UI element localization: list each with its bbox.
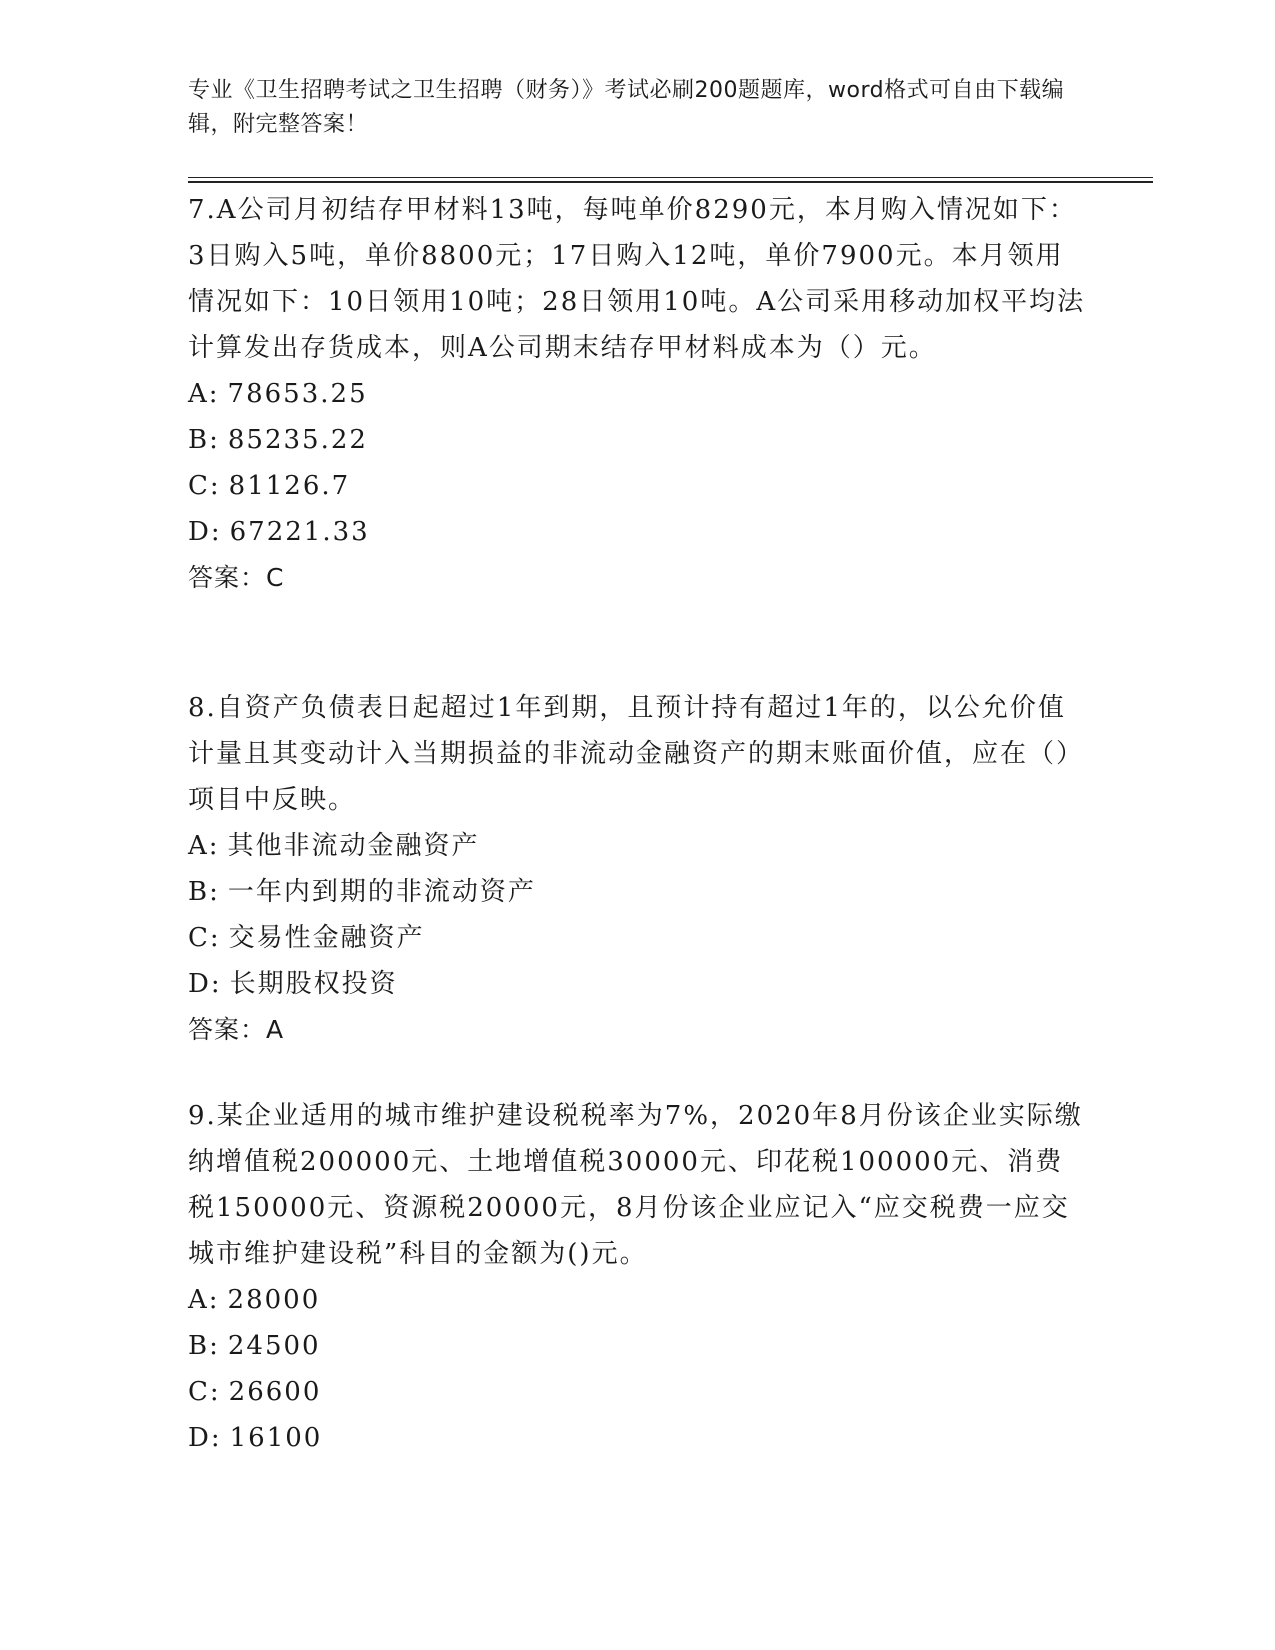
question-7 (188, 187, 1088, 601)
option-value: 16100 (229, 1423, 323, 1453)
option-letter: C: (188, 923, 221, 953)
option-c (188, 915, 1088, 961)
option-letter: B: (188, 877, 220, 907)
answer-line: 答案：A (188, 1015, 285, 1044)
option-letter: C: (188, 1377, 221, 1407)
option-letter: D: (188, 517, 222, 547)
question-stem: 7.A公司月初结存甲材料13吨，每吨单价8290元，本月购入情况如下：3日购入5吨，单价8800元；17日购入12吨，单价7900元。本月领用情况如下：10日领用10吨；28日领用10吨。A公司采用移动加权平均法计算发出存货成本，则A公司期末结存甲材料成本为（）元。 (188, 195, 1086, 363)
option-value: 24500 (227, 1331, 321, 1361)
option-value: 85235.22 (227, 425, 368, 455)
option-letter: B: (188, 1331, 220, 1361)
question-9 (188, 1093, 1088, 1461)
answer-line: 答案：C (188, 563, 285, 592)
header-divider-thin (188, 177, 1153, 178)
option-letter: A: (188, 379, 220, 409)
option-value: 67221.33 (229, 517, 370, 547)
option-value: 26600 (228, 1377, 322, 1407)
option-b (188, 417, 1088, 463)
option-b (188, 1323, 1088, 1369)
option-letter: D: (188, 1423, 222, 1453)
option-letter: A: (188, 831, 220, 861)
question-stem: 9.某企业适用的城市维护建设税税率为7%，2020年8月份该企业实际缴纳增值税200000元、土地增值税30000元、印花税100000元、消费税150000元、资源税20000元，8月份该企业应记入“应交税费一应交城市维护建设税”科目的金额为()元。 (188, 1101, 1083, 1269)
option-a (188, 1277, 1088, 1323)
option-b (188, 869, 1088, 915)
option-value: 长期股权投资 (229, 969, 398, 999)
document-header: 专业《卫生招聘考试之卫生招聘（财务）》考试必刷200题题库，word格式可自由下载编辑，附完整答案！ (188, 78, 1065, 137)
option-c (188, 1369, 1088, 1415)
option-value: 81126.7 (228, 471, 351, 501)
option-value: 其他非流动金融资产 (227, 831, 480, 861)
option-d (188, 1415, 1088, 1461)
option-c (188, 463, 1088, 509)
option-value: 一年内到期的非流动资产 (227, 877, 536, 907)
question-stem: 8.自资产负债表日起超过1年到期，且预计持有超过1年的，以公允价值计量且其变动计入当期损益的非流动金融资产的期末账面价值，应在（）项目中反映。 (188, 693, 1085, 815)
option-value: 28000 (227, 1285, 321, 1315)
option-letter: D: (188, 969, 222, 999)
question-8 (188, 685, 1088, 1053)
option-a (188, 823, 1088, 869)
option-letter: B: (188, 425, 220, 455)
option-value: 78653.25 (227, 379, 368, 409)
option-d (188, 509, 1088, 555)
header-divider-thick (188, 181, 1153, 183)
option-a (188, 371, 1088, 417)
option-d (188, 961, 1088, 1007)
option-value: 交易性金融资产 (228, 923, 425, 953)
option-letter: C: (188, 471, 221, 501)
option-letter: A: (188, 1285, 220, 1315)
